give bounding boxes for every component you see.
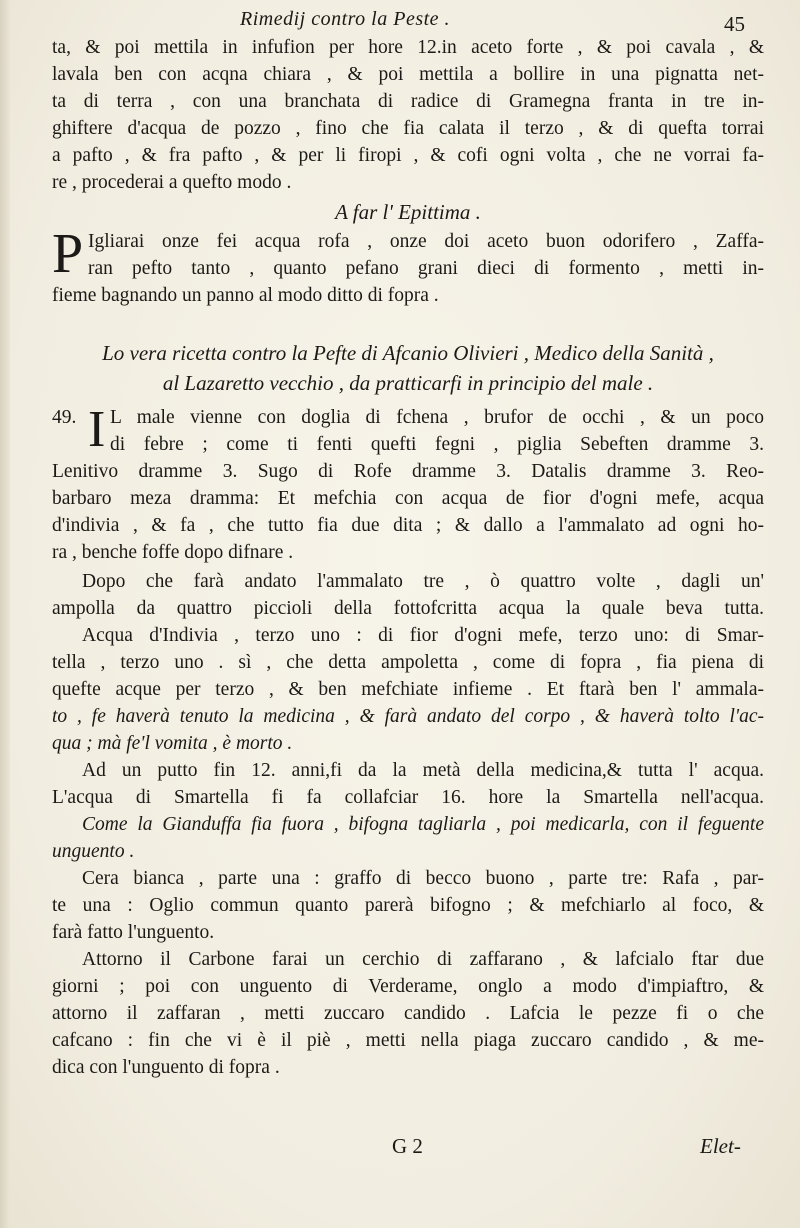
running-head: Rimedij contro la Peste . (240, 8, 451, 30)
text-line: qua ; mà fe'l vomita , è morto . (52, 733, 293, 754)
body-text (52, 568, 764, 1081)
text-line: unguento . (52, 841, 135, 862)
epithem-paragraph (52, 223, 764, 309)
recipe-number: 49. (52, 407, 77, 428)
text-line: dica con l'unguento di fopra . (52, 1057, 280, 1078)
text-line: farà fatto l'unguento. (52, 922, 215, 943)
text-line: ta di terra , con una branchata di radice di Gramegna franta in tre in- (52, 91, 764, 112)
text-line: cafcano : fin che vi è il piè , metti nella piaga zuccaro candido , & me- (52, 1030, 764, 1051)
text-line: ran pefto tanto , quanto pefano grani dieci di formento , metti in- (88, 258, 764, 279)
text-line: ta, & poi mettila in infufion per hore 12.in aceto forte , & poi cavala , & (52, 37, 764, 58)
page-gutter (0, 0, 10, 1228)
text-line: Igliarai onze fei acqua rofa , onze doi aceto buon odorifero , Zaffa- (88, 231, 764, 252)
drop-cap: P (52, 223, 84, 285)
text-line: Attorno il Carbone farai un cerchio di zaffarano , & lafcialo ftar due (82, 949, 764, 970)
text-line: ghiftere d'acqua de pozzo , fino che fia calata il terzo , & di quefta torrai (52, 118, 764, 139)
text-line: lavala ben con acqna chiara , & poi mettila a bollire in una pignatta net- (52, 64, 764, 85)
text-line: re , procederai a quefto modo . (52, 172, 292, 193)
drop-cap: I (88, 401, 106, 458)
text-line: attorno il zaffaran , metti zuccaro candido . Lafcia le pezze fi o che (52, 1003, 764, 1024)
text-line: di febre ; come ti fenti quefti fegni , piglia Sebeften dramme 3. (110, 434, 764, 455)
text-line: Lenitivo dramme 3. Sugo di Rofe dramme 3. Datalis dramme 3. Reo- (52, 461, 764, 482)
text-line: Acqua d'Indivia , terzo uno : di fior d'ogni mefe, terzo uno: di Smar- (82, 625, 764, 646)
page-number: 45 (724, 12, 745, 36)
text-line: Cera bianca , parte una : graffo di becco buono , parte tre: Rafa , par- (82, 868, 764, 889)
catchword: Elet- (700, 1134, 741, 1158)
text-line: tella , terzo uno . sì , che detta ampoletta , come di fopra , fia piena di (52, 652, 764, 673)
heading-line: al Lazaretto vecchio , da pratticarfi in principio del male . (162, 371, 654, 395)
text-line: Come la Gianduffa fia fuora , bifogna tagliarla , poi medicarla, con il feguente (82, 814, 764, 835)
text-line: a pafto , & fra pafto , & per li firopi , & cofi ogni volta , che ne vorrai fa- (52, 145, 764, 166)
text-line: Dopo che farà andato l'ammalato tre , ò quattro volte , dagli un' (82, 571, 764, 592)
text-line: te una : Oglio commun quanto parerà bifogno ; & mefchiarlo al foco, & (52, 895, 764, 916)
text-line: d'indivia , & fa , che tutto fia due dita ; & dallo a l'ammalato ad ogni ho- (52, 515, 764, 536)
text-line: ra , benche foffe dopo difnare . (52, 542, 294, 563)
text-line: giorni ; poi con unguento di Verderame, onglo a modo d'impiaftro, & (52, 976, 764, 997)
recipe-heading (52, 338, 764, 398)
text-line: L'acqua di Smartella fi fa collafciar 16. hore la Smartella nell'acqua. (52, 787, 764, 808)
heading-line: Lo vera ricetta contro la Pefte di Afcanio Olivieri , Medico della Sanità , (102, 341, 714, 365)
text-line: to , fe haverà tenuto la medicina , & farà andato del corpo , & haverà tolto l'ac- (52, 706, 764, 727)
text-line: ampolla da quattro piccioli della fottofcritta acqua la quale beva tutta. (52, 598, 764, 619)
text-line: fieme bagnando un panno al modo ditto di fopra . (52, 285, 439, 306)
text-line: Ad un putto fin 12. anni,fi da la metà della medicina,& tutta l' acqua. (82, 760, 764, 781)
intro-paragraph (52, 34, 764, 196)
text-line: barbaro meza dramma: Et mefchia con acqua de fior d'ogni mefe, acqua (52, 488, 764, 509)
epithem-title: A far l' Epittima . (335, 200, 481, 224)
recipe-paragraph (52, 401, 764, 566)
signature-mark: G 2 (392, 1134, 423, 1158)
text-line: L male vienne con doglia di fchena , brufor de occhi , & un poco (110, 407, 764, 428)
text-line: quefte acque per terzo , & ben mefchiate infieme . Et ftarà ben l' ammala- (52, 679, 764, 700)
